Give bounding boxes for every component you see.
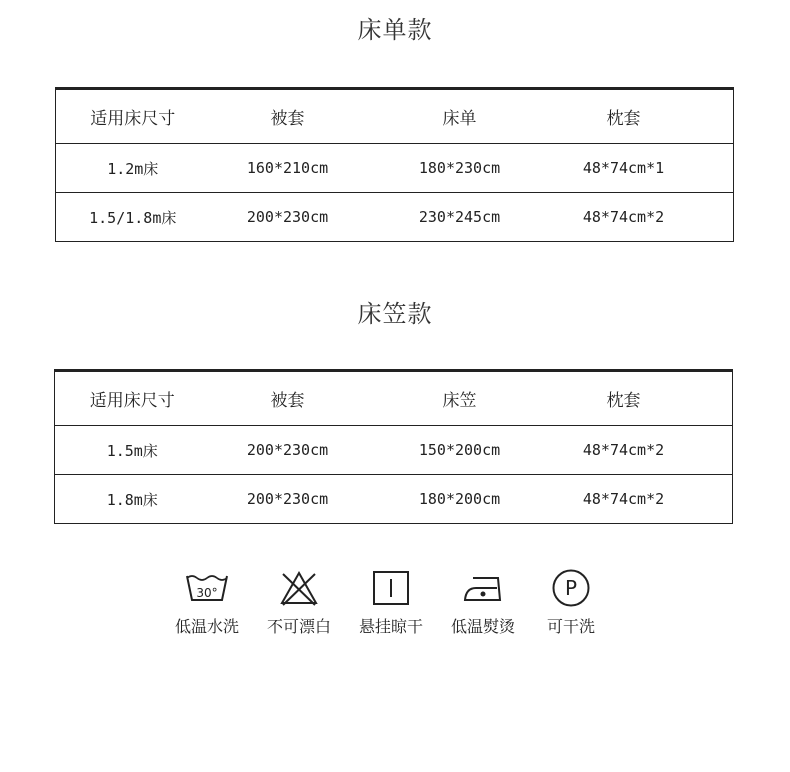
care-label-low-iron: 低温熨烫 xyxy=(450,617,515,636)
care-item-hang-dry xyxy=(346,570,436,637)
header-pillowcase: 枕套 xyxy=(554,371,694,426)
header-pillowcase: 枕套 xyxy=(554,89,694,144)
header-duvet-cover: 被套 xyxy=(210,371,366,426)
section-title-sheet: 床单款 xyxy=(357,16,433,44)
cell-bed-size: 1.8m床 xyxy=(106,490,158,509)
sheet-size-table xyxy=(55,87,734,242)
dry-clean-icon xyxy=(551,568,591,608)
cell-spacer xyxy=(694,144,734,193)
wash-temp-label: 30° xyxy=(196,586,218,600)
care-item-low-iron xyxy=(438,570,528,637)
no-bleach-icon xyxy=(279,570,319,606)
cell-bed-sheet: 180*230cm xyxy=(366,144,554,193)
table-row xyxy=(55,475,733,524)
cell-spacer xyxy=(694,426,733,475)
table-header-row xyxy=(55,371,733,426)
care-label-dry-clean: 可干洗 xyxy=(546,617,595,636)
cell-duvet-cover: 200*230cm xyxy=(246,490,329,508)
hang-dry-icon xyxy=(372,570,410,606)
fitted-sheet-size-table xyxy=(54,369,733,524)
cell-duvet-cover: 200*230cm xyxy=(210,426,366,475)
cell-bed-size: 1.2m床 xyxy=(56,144,210,193)
cell-fitted-sheet: 150*200cm xyxy=(366,426,554,475)
table-header-row xyxy=(56,89,734,144)
care-item-no-bleach xyxy=(254,570,344,637)
cell-pillowcase: 48*74cm*1 xyxy=(554,144,694,193)
section-title-fitted-sheet: 床笠款 xyxy=(357,300,433,328)
cell-bed-sheet: 230*245cm xyxy=(418,208,501,226)
care-label-hang-dry: 悬挂晾干 xyxy=(358,617,423,636)
cell-spacer xyxy=(694,475,733,524)
cell-duvet-cover: 200*230cm xyxy=(246,208,329,226)
cell-pillowcase: 48*74cm*2 xyxy=(582,208,665,226)
cell-fitted-sheet: 180*200cm xyxy=(418,490,501,508)
wash-30-icon xyxy=(184,570,230,606)
header-duvet-cover: 被套 xyxy=(210,89,366,144)
cell-bed-size: 1.5/1.8m床 xyxy=(89,208,177,227)
cell-pillowcase: 48*74cm*2 xyxy=(554,426,694,475)
dry-clean-letter: P xyxy=(564,576,578,600)
header-spacer xyxy=(694,89,734,144)
care-item-dry-clean xyxy=(526,570,616,637)
cell-bed-size: 1.5m床 xyxy=(55,426,210,475)
cell-duvet-cover: 160*210cm xyxy=(210,144,366,193)
table-row xyxy=(56,144,734,193)
low-iron-icon xyxy=(462,570,504,606)
care-instructions xyxy=(174,570,604,650)
header-bed-size: 适用床尺寸 xyxy=(55,371,210,426)
care-label-no-bleach: 不可漂白 xyxy=(266,617,331,636)
header-fitted-sheet: 床笠 xyxy=(366,371,554,426)
header-spacer xyxy=(694,371,733,426)
table-row xyxy=(56,193,734,242)
cell-pillowcase: 48*74cm*2 xyxy=(582,490,665,508)
header-bed-sheet: 床单 xyxy=(366,89,554,144)
care-item-wash xyxy=(162,570,252,637)
table-row xyxy=(55,426,733,475)
cell-spacer xyxy=(694,193,734,242)
care-label-wash: 低温水洗 xyxy=(174,617,239,636)
header-bed-size: 适用床尺寸 xyxy=(56,89,210,144)
